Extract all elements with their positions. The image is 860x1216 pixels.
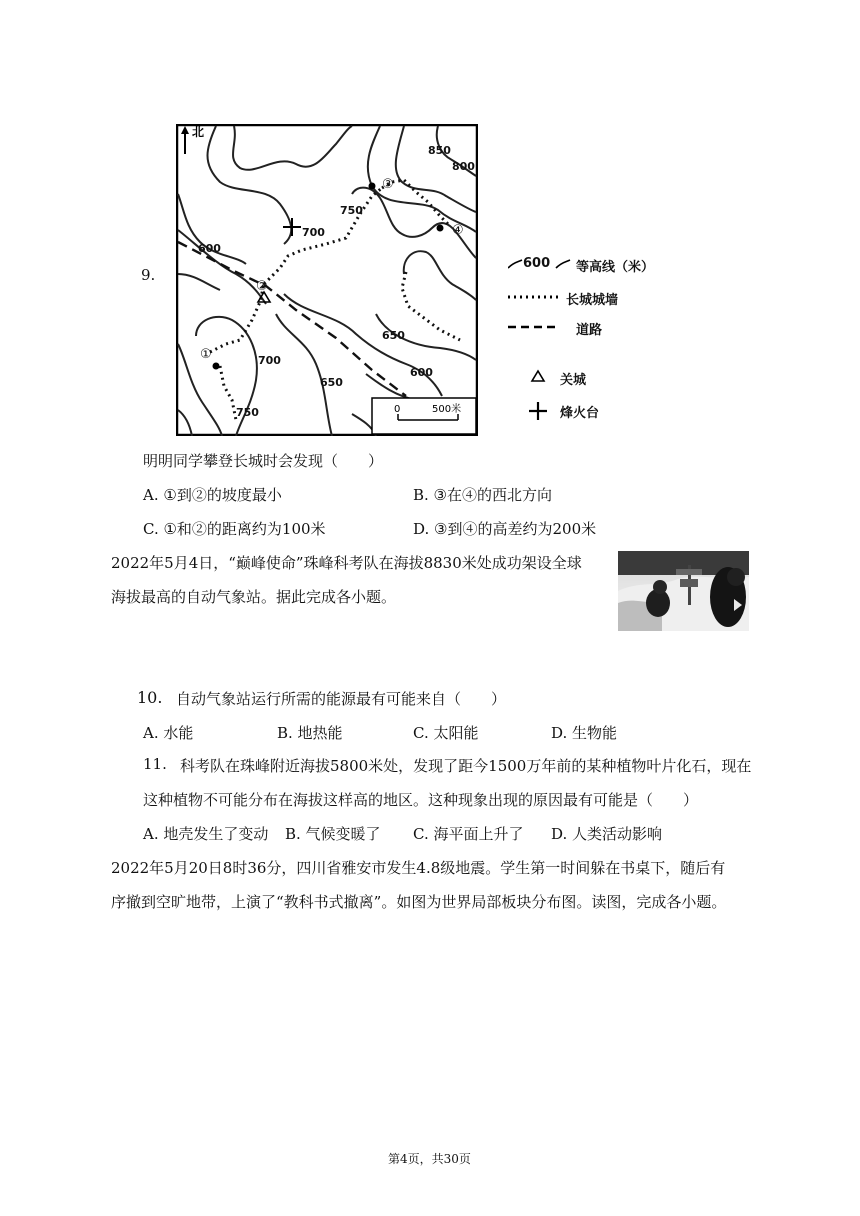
q10-option-c[interactable]: C. 太阳能: [413, 724, 479, 742]
north-label: 北: [192, 125, 205, 139]
point-label-2: ②: [256, 279, 268, 294]
point-label-3: ③: [382, 177, 394, 192]
legend-wall: 长城城墙: [566, 293, 619, 308]
q11-number: 11.: [143, 755, 167, 773]
q9-option-b[interactable]: B. ③在④的西北方向: [413, 486, 553, 504]
contour-label: 650: [382, 329, 405, 342]
legend-gate: 关城: [560, 373, 587, 388]
scale-zero: 0: [394, 404, 401, 415]
beacon-legend-icon: [529, 402, 547, 420]
contour-label: 650: [320, 376, 343, 389]
contour-label: 600: [410, 366, 433, 379]
point-marker: [213, 363, 220, 370]
page-footer: 第4页，共30页: [388, 1152, 471, 1166]
weather-station-photo: [618, 551, 749, 631]
contour-label: 750: [340, 204, 363, 217]
q9-stem: 明明同学攀登长城时会发现（ ）: [143, 452, 384, 470]
q11-option-c[interactable]: C. 海平面上升了: [413, 825, 524, 843]
legend-road: 道路: [576, 323, 603, 338]
q9-option-c[interactable]: C. ①和②的距离约为100米: [143, 520, 326, 538]
intro1-line1: 2022年5月4日，“巅峰使命”珠峰科考队在海拔8830米处成功架设全球: [111, 554, 582, 572]
map-legend: [508, 254, 698, 434]
point-marker: [437, 225, 444, 232]
q10-stem: 自动气象站运行所需的能源最有可能来自（ ）: [176, 690, 507, 708]
intro1-line2: 海拔最高的自动气象站。据此完成各小题。: [111, 588, 397, 606]
contour-label: 700: [258, 354, 281, 367]
contour-label: 850: [428, 144, 451, 157]
point-label-1: ①: [200, 347, 212, 362]
contour-map: [176, 124, 478, 436]
legend-contour: 等高线（米）: [576, 260, 655, 275]
contour-label: 700: [302, 226, 325, 239]
contour-label: 600: [198, 242, 221, 255]
q10-option-d[interactable]: D. 生物能: [551, 724, 618, 742]
contour-label: 800: [452, 160, 475, 173]
q10-option-a[interactable]: A. 水能: [143, 724, 194, 742]
legend-contour-sample: 600: [523, 256, 551, 271]
q11-stem-line2: 这种植物不可能分布在海拔这样高的地区。这种现象出现的原因最有可能是（ ）: [143, 791, 699, 809]
q11-option-b[interactable]: B. 气候变暖了: [285, 825, 381, 843]
q9-option-d[interactable]: D. ③到④的高差约为200米: [413, 520, 597, 538]
intro2-line2: 序撤到空旷地带，上演了“教科书式撤离”。如图为世界局部板块分布图。读图，完成各小题。: [111, 893, 727, 911]
point-marker: [369, 183, 376, 190]
gate-legend-icon: [532, 371, 544, 381]
q11-option-d[interactable]: D. 人类活动影响: [551, 825, 663, 843]
point-label-4: ④: [452, 223, 464, 238]
scale-unit: 500米: [432, 404, 462, 415]
q9-option-a[interactable]: A. ①到②的坡度最小: [143, 486, 282, 504]
q10-option-b[interactable]: B. 地热能: [277, 724, 343, 742]
q11-option-a[interactable]: A. 地壳发生了变动: [143, 825, 269, 843]
contour-label: 750: [236, 406, 259, 419]
q11-stem-line1: 科考队在珠峰附近海拔5800米处，发现了距今1500万年前的某种植物叶片化石，现在: [180, 757, 752, 775]
q9-number: 9.: [141, 266, 156, 284]
intro2-line1: 2022年5月20日8时36分，四川省雅安市发生4.8级地震。学生第一时间躲在书桌下，随后有: [111, 859, 726, 877]
q10-number: 10.: [137, 688, 163, 707]
legend-beacon: 烽火台: [560, 406, 600, 421]
